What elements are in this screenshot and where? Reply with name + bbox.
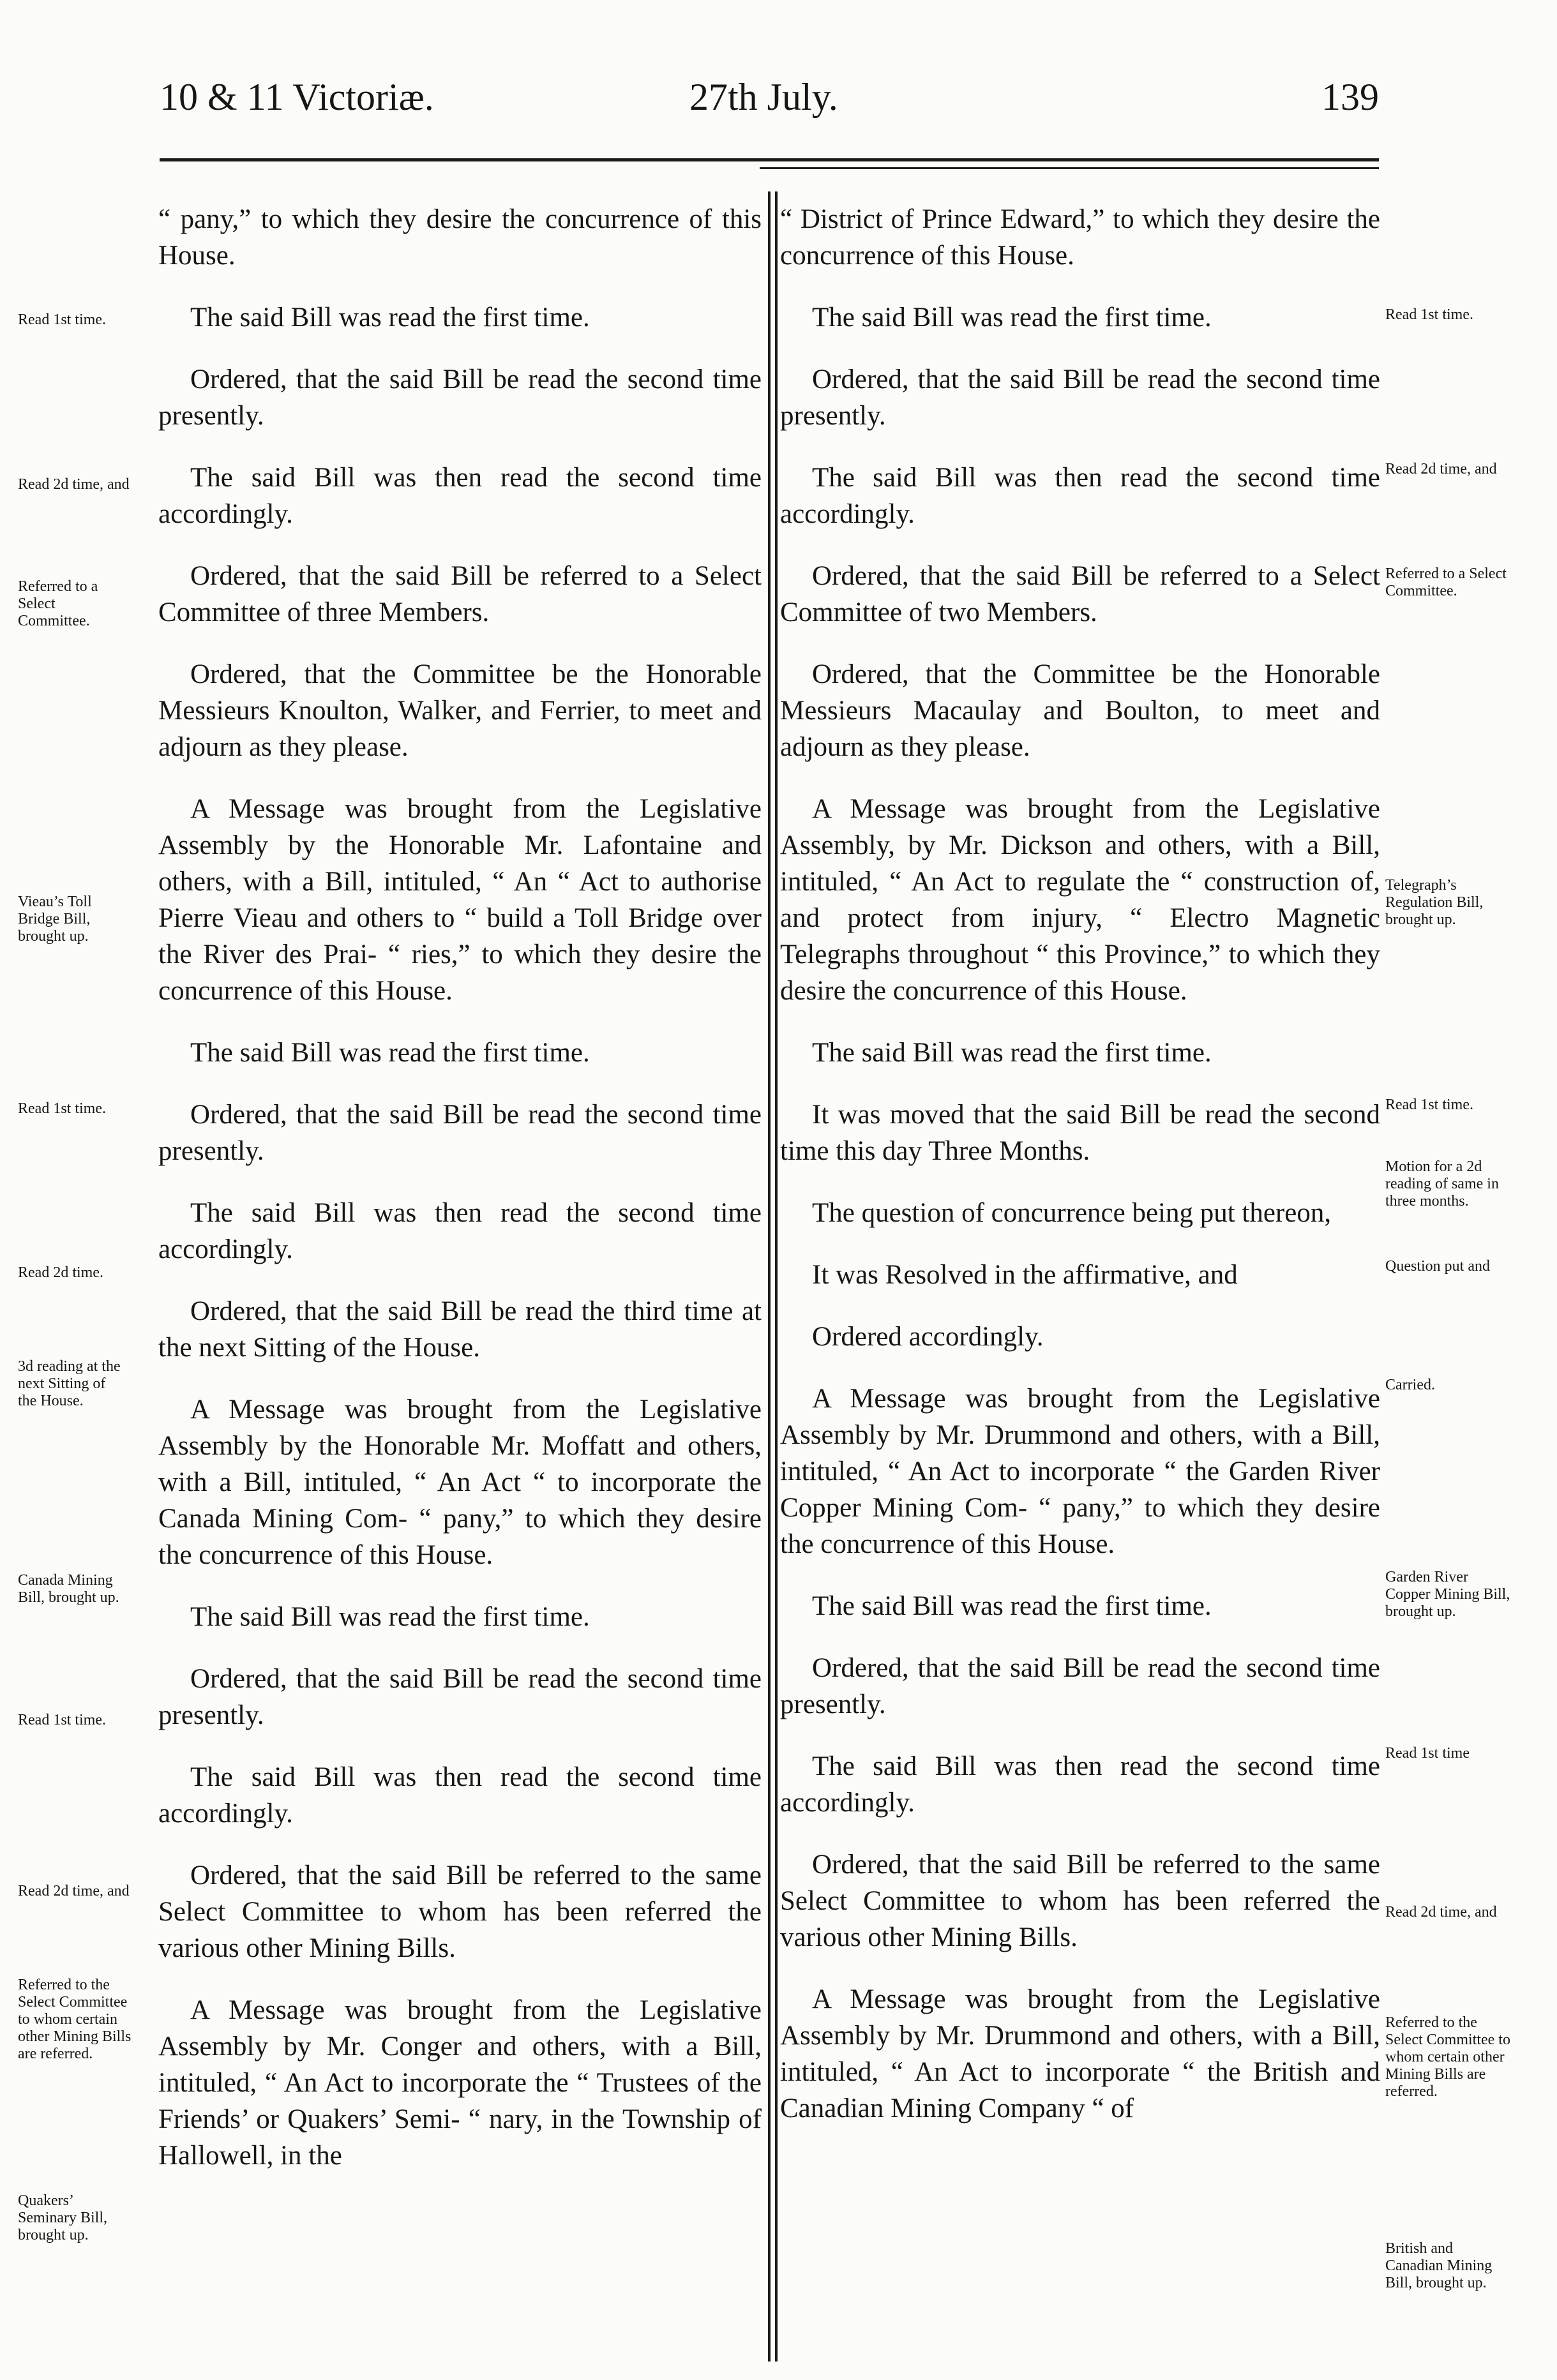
right-margin-note: British and Canadian Mining Bill, brought up. — [1385, 2240, 1493, 2291]
left-margin-note: Vieau’s Toll Bridge Bill, brought up. — [18, 894, 92, 945]
paragraph: Ordered, that the said Bill be read the second time presently. — [158, 1664, 762, 1730]
paragraph: The said Bill was read the first time. — [190, 303, 590, 333]
paragraph: A Message was brought from the Legislative Assembly, by Mr. Dickson and others, with a Bill, intituled, “ An Act to regulate the “ construction of, and protect from injury, “ Electro Magnetic Telegraphs throughout “ this Province,” to which they desire the concurrence of this House. — [780, 794, 1380, 1006]
paragraph: Ordered, that the said Bill be referred to a Select Committee of two Members. — [780, 561, 1380, 627]
right-margin-note: Carried. — [1385, 1377, 1435, 1393]
right-column — [780, 201, 1380, 2152]
paragraph: It was moved that the said Bill be read the second time this day Three Months. — [780, 1100, 1380, 1166]
right-margin-note: Read 1st time — [1385, 1745, 1470, 1762]
paragraph: Ordered, that the said Bill be read the second time presently. — [780, 1653, 1380, 1719]
left-margin-note: 3d reading at the next Sitting of the House. — [18, 1358, 121, 1409]
paragraph: The said Bill was then read the second time accordingly. — [158, 1198, 762, 1264]
right-margin-note: Motion for a 2d reading of same in three months. — [1385, 1158, 1499, 1209]
page-header — [160, 75, 1379, 133]
paragraph: A Message was brought from the Legislative Assembly by Mr. Drummond and others, with a Bill, intituled, “ An Act to incorporate “ the Garden River Copper Mining Com- “ pany,” to which they desire the concurrence of this House. — [780, 1384, 1380, 1559]
left-margin-note: Read 1st time. — [18, 1100, 106, 1117]
left-margin-note: Read 2d time, and — [18, 476, 130, 493]
paragraph: Ordered, that the Committee be the Honorable Messieurs Macaulay and Boulton, to meet and adjourn as they please. — [780, 659, 1380, 762]
left-margin-note: Read 2d time, and — [18, 1883, 130, 1899]
left-margin-note: Read 1st time. — [18, 311, 106, 328]
paragraph: A Message was brought from the Legislative Assembly by Mr. Drummond and others, with a Bill, intituled, “ An Act to incorporate “ the British and Canadian Mining Company “ of — [780, 1984, 1380, 2123]
paragraph: A Message was brought from the Legislative Assembly by Mr. Conger and others, with a Bill, intituled, “ An Act to incorporate the “ Trustees of the Friends’ or Quakers’ Semi- “ nary, in the Township of Hallowell, in the — [158, 1995, 762, 2171]
left-margin-note: Quakers’ Seminary Bill, brought up. — [18, 2192, 107, 2243]
paragraph: A Message was brought from the Legislative Assembly by the Honorable Mr. Moffatt and others, with a Bill, intituled, “ An Act “ to incorporate the Canada Mining Com- “ pany,” to which they desire the concurrence of this House. — [158, 1395, 762, 1570]
header-rule-secondary — [760, 167, 1379, 169]
paragraph: Ordered, that the said Bill be referred to the same Select Committee to whom has been referred the various other Mining Bills. — [780, 1850, 1380, 1952]
paragraph: The said Bill was then read the second time accordingly. — [158, 1762, 762, 1829]
paragraph: The said Bill was read the first time. — [190, 1602, 590, 1632]
left-margin-note: Read 2d time. — [18, 1264, 103, 1281]
paragraph: The said Bill was read the first time. — [190, 1038, 590, 1068]
right-margin-note: Referred to the Select Committee to whom certain other Mining Bills are referred. — [1385, 2014, 1510, 2100]
column-divider-double — [775, 191, 778, 2361]
paragraph: Ordered, that the said Bill be read the second time presently. — [158, 1100, 762, 1166]
right-margin-note: Garden River Copper Mining Bill, brought up. — [1385, 1569, 1510, 1620]
left-margin-note: Referred to the Select Committee to whom certain other Mining Bills are referred. — [18, 1977, 132, 2062]
right-margin-note: Read 2d time, and — [1385, 1904, 1497, 1920]
running-head-session: 10 & 11 Victoriæ. — [160, 76, 434, 118]
right-margin-note: Telegraph’s Regulation Bill, brought up. — [1385, 877, 1484, 928]
paragraph: The said Bill was then read the second time accordingly. — [780, 1751, 1380, 1818]
paragraph: Ordered, that the said Bill be read the second time presently. — [780, 364, 1380, 431]
right-margin-note: Read 1st time. — [1385, 1096, 1473, 1113]
page-number: 139 — [1321, 76, 1379, 118]
paragraph: “ District of Prince Edward,” to which they desire the concurrence of this House. — [780, 204, 1380, 271]
left-margin-note: Read 1st time. — [18, 1712, 106, 1728]
running-head-date: 27th July. — [689, 76, 838, 118]
right-margin-note: Question put and — [1385, 1258, 1490, 1275]
paragraph: Ordered, that the said Bill be read the second time presently. — [158, 364, 762, 431]
paragraph: The said Bill was read the first time. — [812, 1038, 1212, 1068]
right-margin-note: Read 1st time. — [1385, 306, 1473, 323]
paragraph: Ordered, that the said Bill be read the third time at the next Sitting of the House. — [158, 1296, 762, 1363]
paragraph: The said Bill was read the first time. — [812, 1591, 1212, 1621]
right-margin-note: Referred to a Select Committee. — [1385, 565, 1507, 599]
paragraph: A Message was brought from the Legislative Assembly by the Honorable Mr. Lafontaine and others, with a Bill, intituled, “ An “ Act to authorise Pierre Vieau and others to “ build a Toll Bridge over the River des Prai- “ ries,” to which they desire the concurrence of this House. — [158, 794, 762, 1006]
header-rule — [160, 158, 1379, 161]
column-divider — [768, 191, 771, 2361]
paragraph: The said Bill was then read the second time accordingly. — [780, 463, 1380, 529]
paragraph: “ pany,” to which they desire the concurrence of this House. — [158, 204, 762, 271]
paragraph: Ordered, that the Committee be the Honorable Messieurs Knoulton, Walker, and Ferrier, to meet and adjourn as they please. — [158, 659, 762, 762]
paragraph: Ordered accordingly. — [812, 1322, 1044, 1352]
left-margin-note: Canada Mining Bill, brought up. — [18, 1572, 119, 1606]
right-margin-note: Read 2d time, and — [1385, 461, 1497, 477]
left-margin-note: Referred to a Select Committee. — [18, 578, 98, 629]
paragraph: Ordered, that the said Bill be referred to a Select Committee of three Members. — [158, 561, 762, 627]
paragraph: It was Resolved in the affirmative, and — [812, 1260, 1238, 1290]
paragraph: Ordered, that the said Bill be referred to the same Select Committee to whom has been referred the various other Mining Bills. — [158, 1860, 762, 1963]
paragraph: The question of concurrence being put thereon, — [812, 1198, 1332, 1228]
paragraph: The said Bill was read the first time. — [812, 303, 1212, 333]
paragraph: The said Bill was then read the second time accordingly. — [158, 463, 762, 529]
left-column — [158, 201, 762, 2199]
